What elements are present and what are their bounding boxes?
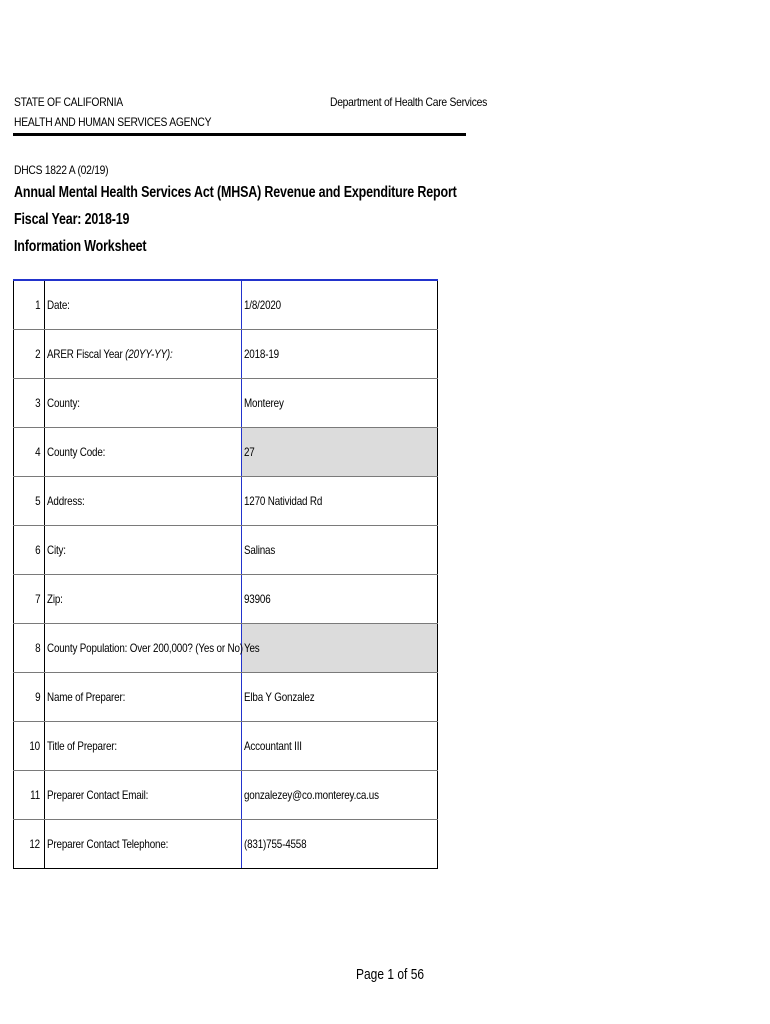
field-value-county-population: Yes xyxy=(242,624,438,673)
field-label-county-population: County Population: Over 200,000? (Yes or No) xyxy=(47,641,243,655)
agency-label: HEALTH AND HUMAN SERVICES AGENCY xyxy=(14,115,212,129)
row-number: 8 xyxy=(34,641,40,655)
row-number: 1 xyxy=(34,298,40,312)
table-row xyxy=(14,330,438,379)
field-value-date[interactable]: 1/8/2020 xyxy=(242,280,438,330)
table-row xyxy=(14,280,438,330)
table-row xyxy=(14,722,438,771)
table-row xyxy=(14,673,438,722)
header-divider xyxy=(13,133,466,136)
field-label-zip: Zip: xyxy=(47,592,63,606)
worksheet-title: Information Worksheet xyxy=(14,238,147,255)
table-row xyxy=(14,526,438,575)
state-label: STATE OF CALIFORNIA xyxy=(14,95,123,109)
field-value-county[interactable]: Monterey xyxy=(242,379,438,428)
field-label-address: Address: xyxy=(47,494,85,508)
row-number: 3 xyxy=(34,396,40,410)
row-number: 2 xyxy=(34,347,40,361)
row-number: 10 xyxy=(29,739,40,753)
field-label-city: City: xyxy=(47,543,66,557)
table-row xyxy=(14,575,438,624)
table-row xyxy=(14,820,438,869)
row-number: 4 xyxy=(34,445,40,459)
field-label-date: Date: xyxy=(47,298,70,312)
field-value-preparer-name[interactable]: Elba Y Gonzalez xyxy=(242,673,438,722)
field-label-preparer-email: Preparer Contact Email: xyxy=(47,788,149,802)
row-number: 6 xyxy=(34,543,40,557)
field-label-county: County: xyxy=(47,396,80,410)
field-value-address[interactable]: 1270 Natividad Rd xyxy=(242,477,438,526)
field-value-preparer-telephone[interactable]: (831)755-4558 xyxy=(242,820,438,869)
department-label: Department of Health Care Services xyxy=(330,95,488,109)
field-label-fiscal-year: ARER Fiscal Year (20YY-YY): xyxy=(47,347,173,361)
field-label-preparer-title: Title of Preparer: xyxy=(47,739,117,753)
row-number: 7 xyxy=(34,592,40,606)
field-value-county-code: 27 xyxy=(242,428,438,477)
form-number: DHCS 1822 A (02/19) xyxy=(14,163,109,177)
field-value-fiscal-year[interactable]: 2018-19 xyxy=(242,330,438,379)
field-value-city[interactable]: Salinas xyxy=(242,526,438,575)
table-row xyxy=(14,428,438,477)
row-number: 12 xyxy=(29,837,40,851)
row-number: 5 xyxy=(34,494,40,508)
report-title: Annual Mental Health Services Act (MHSA) Revenue and Expenditure Report xyxy=(14,184,457,201)
table-row xyxy=(14,624,438,673)
field-value-preparer-title[interactable]: Accountant III xyxy=(242,722,438,771)
row-number: 9 xyxy=(34,690,40,704)
field-label-county-code: County Code: xyxy=(47,445,106,459)
field-value-preparer-email[interactable]: gonzalezey@co.monterey.ca.us xyxy=(242,771,438,820)
information-worksheet-table xyxy=(13,279,438,869)
table-row xyxy=(14,771,438,820)
field-label-preparer-telephone: Preparer Contact Telephone: xyxy=(47,837,169,851)
page-number: Page 1 of 56 xyxy=(356,966,425,983)
table-row xyxy=(14,379,438,428)
field-value-zip[interactable]: 93906 xyxy=(242,575,438,624)
table-row xyxy=(14,477,438,526)
field-label-preparer-name: Name of Preparer: xyxy=(47,690,126,704)
row-number: 11 xyxy=(30,788,40,802)
fiscal-year-title: Fiscal Year: 2018-19 xyxy=(14,211,130,228)
